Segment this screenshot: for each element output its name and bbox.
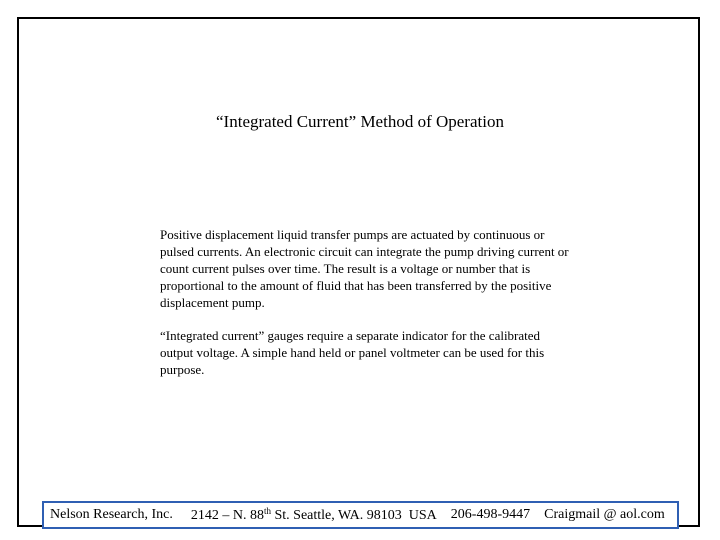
footer-address-city: St. Seattle, WA. 98103 USA [270,508,437,523]
footer-address-street: 2142 – N. 88 [190,508,264,523]
footer-email: Craigmail @ aol.com [544,507,665,522]
slide-title: “Integrated Current” Method of Operation [216,112,504,131]
slide-body [160,226,570,394]
body-paragraph-2: “Integrated current” gauges require a separate indicator for the calibrated output voltage. A simple hand held or panel voltmeter can be used for this purpose. [160,328,545,377]
footer-phone: 206-498-9447 [450,507,531,522]
footer-address [191,506,437,524]
body-paragraph-1: Positive displacement liquid transfer pumps are actuated by continuous or pulsed currents. An electronic circuit can integrate the pump driving current or count current pulses over time. The result is a voltage or number that is proportional to the amount of fluid that has been transferred by the positive displacement pump. [160,227,569,310]
footer-address-ordinal: th [263,506,271,516]
footer-company: Nelson Research, Inc. [50,507,173,522]
footer-contact-bar [42,501,679,529]
